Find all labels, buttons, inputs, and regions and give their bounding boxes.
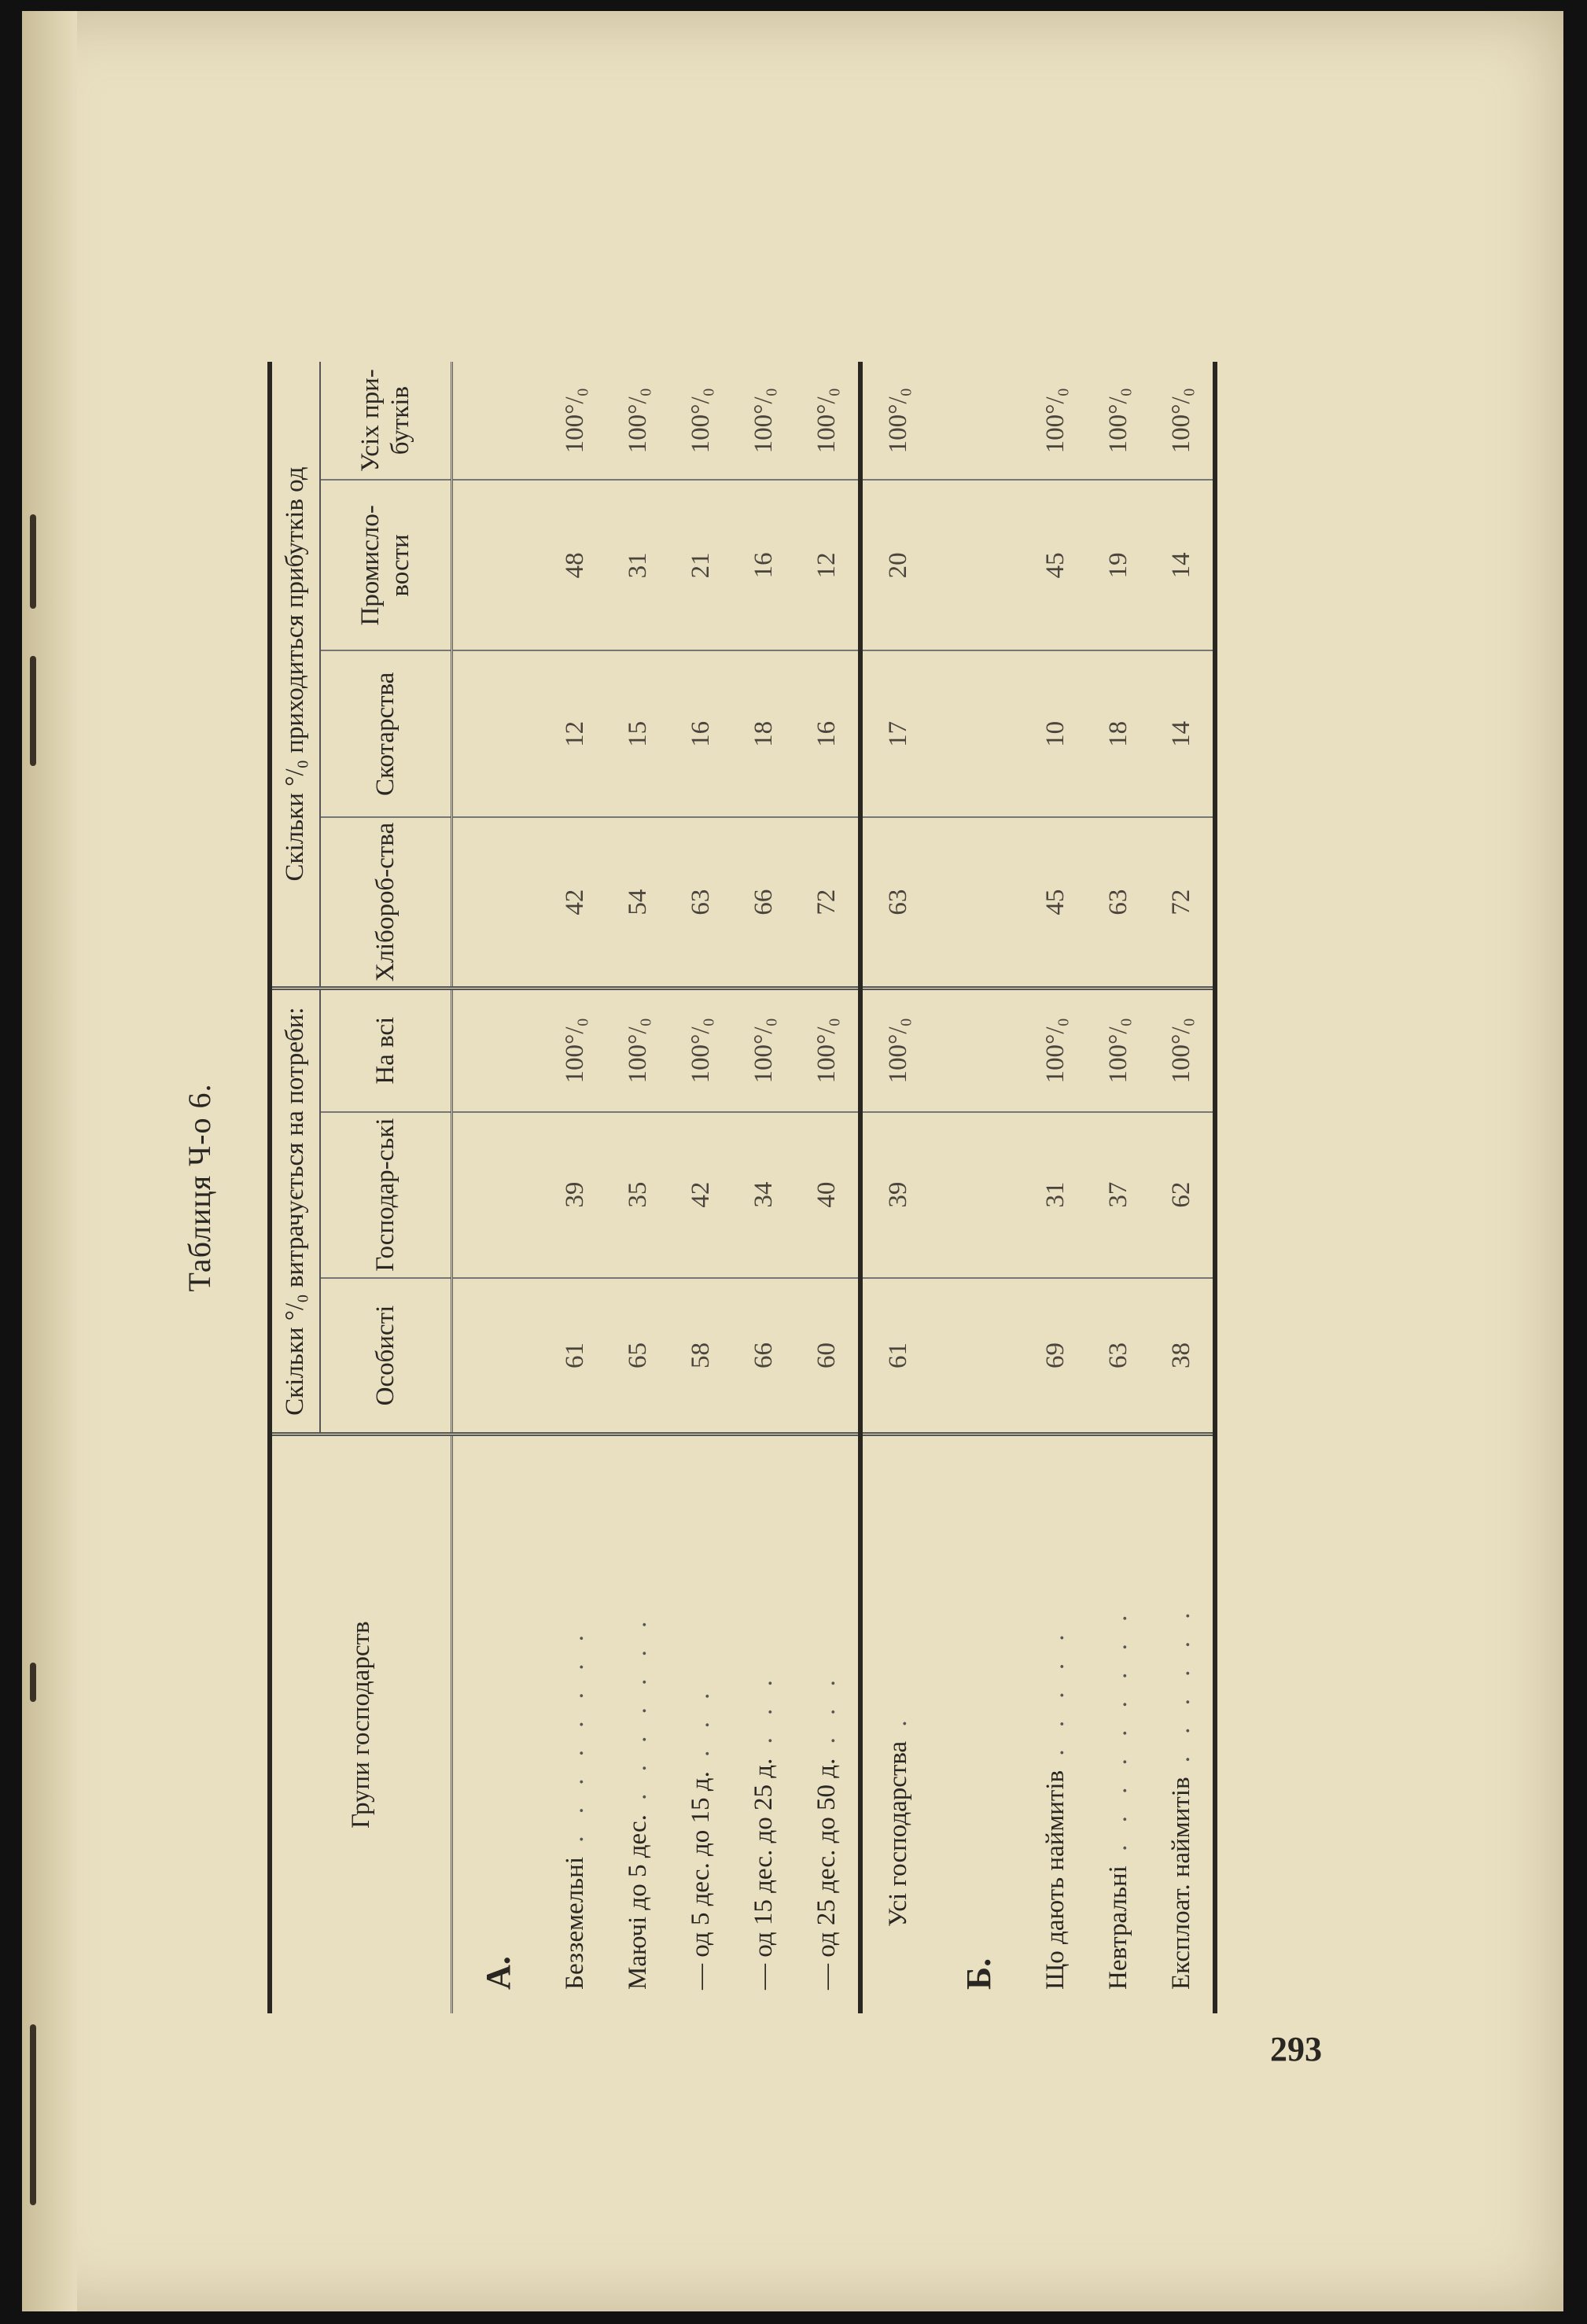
value-cell: 100°/₀ xyxy=(669,989,732,1112)
row-label-text: Безземельні xyxy=(560,1857,589,1990)
leader-dots: . . . xyxy=(812,1672,841,1759)
value-cell: 100°/₀ xyxy=(543,362,606,480)
col-header: Господар-ські xyxy=(320,1112,452,1278)
value-cell: 100°/₀ xyxy=(860,362,933,480)
value-cell: 37 xyxy=(1087,1112,1150,1278)
value-cell: 61 xyxy=(543,1278,606,1435)
empty-cell xyxy=(452,362,544,480)
empty-cell xyxy=(933,817,1024,988)
leader-dots: . . . xyxy=(686,1685,715,1772)
value-cell: 16 xyxy=(795,650,860,817)
value-cell: 39 xyxy=(543,1112,606,1278)
value-cell: 100°/₀ xyxy=(543,989,606,1112)
value-cell: 15 xyxy=(606,650,669,817)
value-cell: 31 xyxy=(606,480,669,650)
empty-cell xyxy=(452,650,544,817)
value-cell: 100°/₀ xyxy=(732,989,795,1112)
empty-cell xyxy=(452,989,544,1112)
empty-cell xyxy=(933,1278,1024,1435)
leader-dots: . . . . . . xyxy=(1166,1604,1195,1777)
empty-cell xyxy=(452,1112,544,1278)
value-cell: 17 xyxy=(860,650,933,817)
leader-dots: . xyxy=(883,1712,912,1741)
row-label xyxy=(732,1435,795,2013)
value-cell: 14 xyxy=(1150,650,1215,817)
leader-dots: . . . . . . . . . xyxy=(1103,1607,1132,1866)
value-cell: 34 xyxy=(732,1112,795,1278)
value-cell: 100°/₀ xyxy=(795,989,860,1112)
margin-mark xyxy=(30,656,36,766)
row-label xyxy=(1024,1435,1087,2013)
page-number: 293 xyxy=(1270,2030,1322,2068)
row-label-text: Що дають наймитів xyxy=(1040,1770,1070,1990)
table-row xyxy=(543,362,606,2013)
page-gutter xyxy=(22,11,77,2311)
table-row xyxy=(1087,362,1150,2013)
value-cell: 38 xyxy=(1150,1278,1215,1435)
table-row xyxy=(606,362,669,2013)
value-cell: 48 xyxy=(543,480,606,650)
row-label xyxy=(1087,1435,1150,2013)
empty-cell xyxy=(933,480,1024,650)
row-label-text: Маючі до 5 дес. xyxy=(623,1814,652,1990)
table-row xyxy=(1024,362,1087,2013)
value-cell: 31 xyxy=(1024,1112,1087,1278)
col-header: Хлібороб-ства xyxy=(320,817,452,988)
value-cell: 100°/₀ xyxy=(606,362,669,480)
value-cell: 39 xyxy=(860,1112,933,1278)
value-cell: 100°/₀ xyxy=(1150,989,1215,1112)
value-cell: 63 xyxy=(1087,817,1150,988)
value-cell: 58 xyxy=(669,1278,732,1435)
value-cell: 72 xyxy=(1150,817,1215,988)
empty-cell xyxy=(452,480,544,650)
value-cell: 21 xyxy=(669,480,732,650)
value-cell: 63 xyxy=(669,817,732,988)
row-label xyxy=(606,1435,669,2013)
table-row xyxy=(669,362,732,2013)
value-cell: 10 xyxy=(1024,650,1087,817)
value-cell: 63 xyxy=(1087,1278,1150,1435)
section-label: А. xyxy=(479,1956,517,1990)
empty-cell xyxy=(933,362,1024,480)
value-cell: 100°/₀ xyxy=(1087,362,1150,480)
value-cell: 35 xyxy=(606,1112,669,1278)
col-header: Усіх при-бутків xyxy=(320,362,452,480)
value-cell: 40 xyxy=(795,1112,860,1278)
row-label xyxy=(860,1435,933,2013)
value-cell: 100°/₀ xyxy=(795,362,860,480)
value-cell: 42 xyxy=(543,817,606,988)
table-title: Таблиця Ч-о 6. xyxy=(182,1083,217,1292)
row-label-text: Невтральні xyxy=(1103,1865,1132,1990)
value-cell: 62 xyxy=(1150,1112,1215,1278)
empty-cell xyxy=(452,817,544,988)
value-cell: 100°/₀ xyxy=(1024,362,1087,480)
value-cell: 60 xyxy=(795,1278,860,1435)
margin-mark xyxy=(30,2024,36,2205)
empty-cell xyxy=(452,1278,544,1435)
data-table xyxy=(267,362,1217,2013)
value-cell: 16 xyxy=(732,480,795,650)
row-label-text: — од 25 дес. до 50 д. xyxy=(812,1758,841,1990)
value-cell: 100°/₀ xyxy=(1150,362,1215,480)
value-cell: 100°/₀ xyxy=(606,989,669,1112)
section-label: Б. xyxy=(959,1958,998,1990)
value-cell: 45 xyxy=(1024,480,1087,650)
value-cell: 42 xyxy=(669,1112,732,1278)
table-row xyxy=(860,362,933,2013)
value-cell: 100°/₀ xyxy=(732,362,795,480)
value-cell: 69 xyxy=(1024,1278,1087,1435)
empty-cell xyxy=(933,650,1024,817)
value-cell: 54 xyxy=(606,817,669,988)
value-cell: 100°/₀ xyxy=(1087,989,1150,1112)
leader-dots: . . . . . xyxy=(1040,1626,1070,1770)
row-label xyxy=(669,1435,732,2013)
row-label-text: — од 5 дес. до 15 д. xyxy=(686,1771,715,1990)
value-cell: 61 xyxy=(860,1278,933,1435)
value-cell: 14 xyxy=(1150,480,1215,650)
spend-group-header: Скільки °/₀ витрачується на потреби: xyxy=(270,989,320,1435)
empty-cell xyxy=(933,989,1024,1112)
col-header: На всі xyxy=(320,989,452,1112)
value-cell: 16 xyxy=(669,650,732,817)
income-group-header: Скільки °/₀ приходиться прибутків од xyxy=(270,362,320,989)
leader-dots: . . . . . . . xyxy=(623,1613,652,1815)
value-cell: 18 xyxy=(732,650,795,817)
leader-dots: . . . xyxy=(749,1672,778,1759)
margin-mark xyxy=(30,514,36,609)
empty-cell xyxy=(933,1112,1024,1278)
col-header: Скотарства xyxy=(320,650,452,817)
value-cell: 72 xyxy=(795,817,860,988)
value-cell: 65 xyxy=(606,1278,669,1435)
value-cell: 12 xyxy=(795,480,860,650)
row-label-text: — од 15 дес. до 25 д. xyxy=(749,1758,778,1990)
groups-header: Групи господарств xyxy=(270,1435,452,2013)
value-cell: 100°/₀ xyxy=(669,362,732,480)
row-label-text: Експлоат. наймитів xyxy=(1166,1777,1195,1990)
value-cell: 66 xyxy=(732,1278,795,1435)
leader-dots: . . . . . . . . xyxy=(560,1627,589,1857)
row-label xyxy=(543,1435,606,2013)
table-row xyxy=(795,362,860,2013)
rotated-table-block xyxy=(182,362,1447,2013)
table-row xyxy=(1150,362,1215,2013)
margin-mark xyxy=(30,1663,36,1702)
value-cell: 45 xyxy=(1024,817,1087,988)
value-cell: 66 xyxy=(732,817,795,988)
value-cell: 100°/₀ xyxy=(1024,989,1087,1112)
value-cell: 12 xyxy=(543,650,606,817)
row-label xyxy=(1150,1435,1215,2013)
row-label-text: Усі господарства xyxy=(883,1740,912,1927)
value-cell: 18 xyxy=(1087,650,1150,817)
value-cell: 100°/₀ xyxy=(860,989,933,1112)
value-cell: 63 xyxy=(860,817,933,988)
row-label xyxy=(795,1435,860,2013)
value-cell: 20 xyxy=(860,480,933,650)
value-cell: 19 xyxy=(1087,480,1150,650)
col-header: Промисло-вости xyxy=(320,480,452,650)
table-row xyxy=(732,362,795,2013)
col-header: Особисті xyxy=(320,1278,452,1435)
